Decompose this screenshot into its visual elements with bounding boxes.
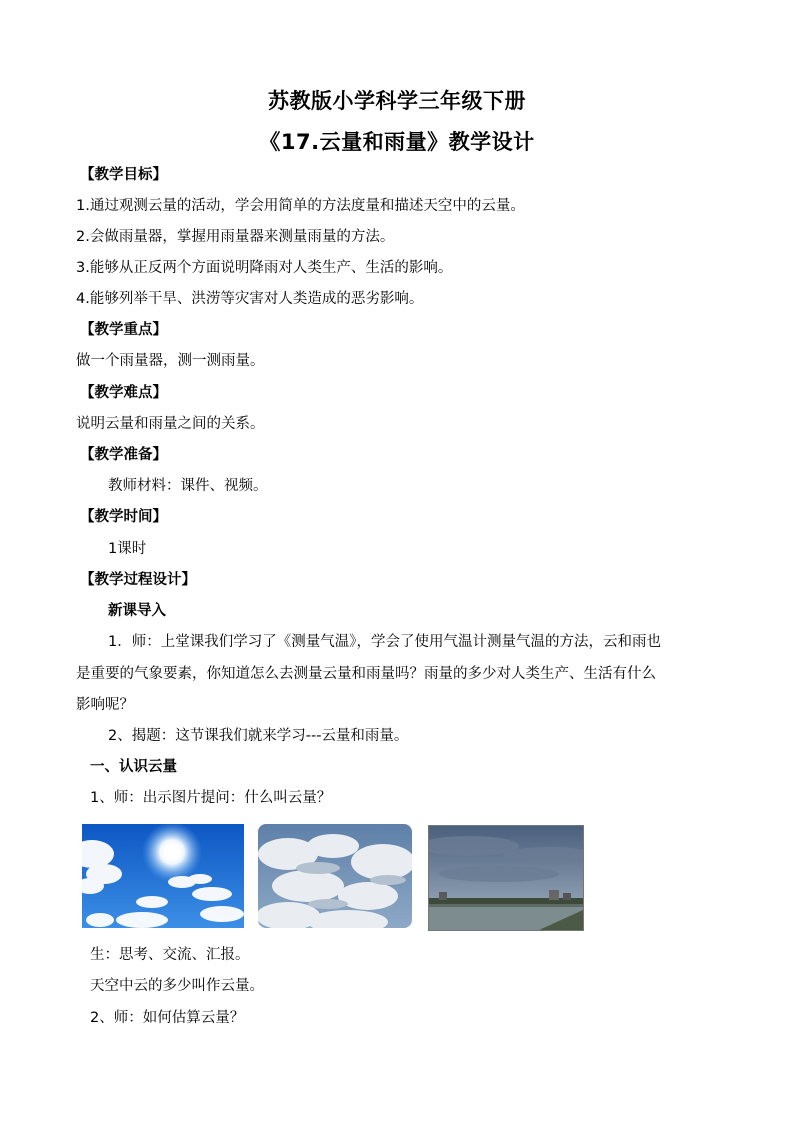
- difficulty-text: 说明云量和雨量之间的关系。: [76, 416, 265, 432]
- time-text: 1课时: [108, 541, 147, 557]
- photo-sunny-sky: [82, 824, 244, 928]
- intro-paragraph-line-1: 1．师：上堂课我们学习了《测量气温》，学会了使用气温计测量气温的方法，云和雨也: [108, 634, 661, 650]
- photo-overcast-river: [428, 825, 584, 931]
- section-1-student-response: 生：思考、交流、汇报。: [90, 947, 250, 963]
- document-title: 苏教版小学科学三年级下册: [268, 89, 526, 113]
- preparation-heading: 【教学准备】: [80, 447, 167, 463]
- preparation-text: 教师材料：课件、视频。: [108, 478, 268, 494]
- objective-item-4: 4.能够列举干旱、洪涝等灾害对人类造成的恶劣影响。: [76, 291, 424, 307]
- objective-item-3: 3.能够从正反两个方面说明降雨对人类生产、生活的影响。: [76, 260, 453, 276]
- photo-cloudy-sky: [258, 824, 412, 928]
- section-1-question-1: 1、师：出示图片提问：什么叫云量？: [90, 790, 332, 806]
- section-1-definition: 天空中云的多少叫作云量。: [90, 978, 264, 994]
- intro-title: 新课导入: [108, 603, 166, 619]
- objective-item-2: 2.会做雨量器，掌握用雨量器来测量雨量的方法。: [76, 229, 395, 245]
- intro-paragraph-line-3: 影响呢？: [76, 697, 134, 713]
- document-subtitle: 《17.云量和雨量》教学设计: [259, 130, 535, 154]
- section-1-question-2: 2、师：如何估算云量？: [90, 1010, 245, 1026]
- section-1-title: 一、认识云量: [90, 759, 177, 775]
- process-heading: 【教学过程设计】: [80, 572, 196, 588]
- objectives-heading: 【教学目标】: [80, 167, 167, 183]
- time-heading: 【教学时间】: [80, 509, 167, 525]
- key-point-heading: 【教学重点】: [80, 322, 167, 338]
- key-point-text: 做一个雨量器，测一测雨量。: [76, 353, 265, 369]
- intro-paragraph-line-2: 是重要的气象要素，你知道怎么去测量云量和雨量吗？雨量的多少对人类生产、生活有什么: [76, 666, 656, 682]
- difficulty-heading: 【教学难点】: [80, 385, 167, 401]
- intro-paragraph-2: 2、揭题：这节课我们就来学习---云量和雨量。: [108, 728, 409, 744]
- objective-item-1: 1.通过观测云量的活动，学会用简单的方法度量和描述天空中的云量。: [76, 198, 525, 214]
